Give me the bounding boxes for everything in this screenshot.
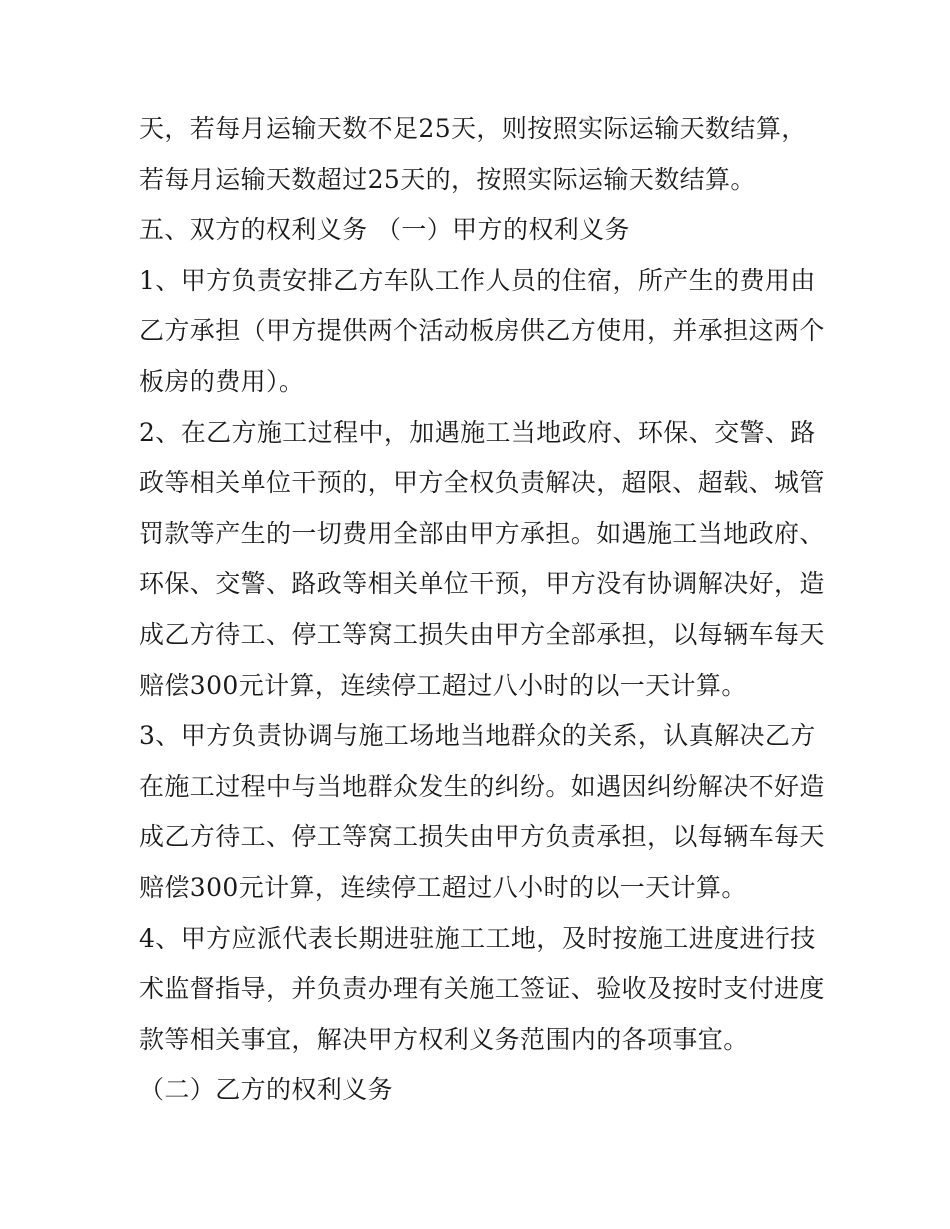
text-line: 成乙方待工、停工等窝工损失由甲方负责承担，以每辆车每天 — [139, 822, 825, 852]
text-line: 款等相关事宜，解决甲方权利义务范围内的各项事宜。 — [139, 1024, 749, 1054]
section-heading: （二）乙方的权利义务 — [139, 1075, 394, 1105]
text-line: 天，若每月运输天数不足25天，则按照实际运输天数结算， — [139, 114, 807, 143]
text-line: 在施工过程中与当地群众发生的纠纷。如遇因纠纷解决不好造 — [139, 771, 825, 801]
text-line: 1、甲方负责安排乙方车队工作人员的住宿，所产生的费用由 — [139, 265, 816, 295]
text-line: 乙方承担（甲方提供两个活动板房供乙方使用，并承担这两个 — [139, 316, 825, 346]
text-line: 环保、交警、路政等相关单位干预，甲方没有协调解决好，造 — [139, 569, 825, 599]
section-heading: 五、双方的权利义务 （一）甲方的权利义务 — [139, 215, 630, 245]
text-line: 板房的费用）。 — [139, 366, 305, 396]
text-line: 3、甲方负责协调与施工场地当地群众的关系，认真解决乙方 — [139, 721, 816, 751]
text-line: 术监督指导，并负责办理有关施工签证、验收及按时支付进度 — [139, 974, 825, 1004]
text-line: 罚款等产生的一切费用全部由甲方承担。如遇施工当地政府、 — [139, 518, 825, 548]
text-line: 赔偿300元计算，连续停工超过八小时的以一天计算。 — [139, 872, 747, 902]
text-line: 赔偿300元计算，连续停工超过八小时的以一天计算。 — [139, 670, 747, 700]
text-line: 成乙方待工、停工等窝工损失由甲方全部承担，以每辆车每天 — [139, 619, 825, 649]
text-line: 政等相关单位干预的，甲方全权负责解决，超限、超载、城管 — [139, 468, 825, 498]
document-body — [139, 104, 825, 1116]
text-line: 若每月运输天数超过25天的，按照实际运输天数结算。 — [139, 164, 756, 194]
text-line: 4、甲方应派代表长期进驻施工工地，及时按施工进度进行技 — [139, 923, 816, 953]
text-line: 2、在乙方施工过程中，加遇施工当地政府、环保、交警、路 — [139, 417, 816, 447]
